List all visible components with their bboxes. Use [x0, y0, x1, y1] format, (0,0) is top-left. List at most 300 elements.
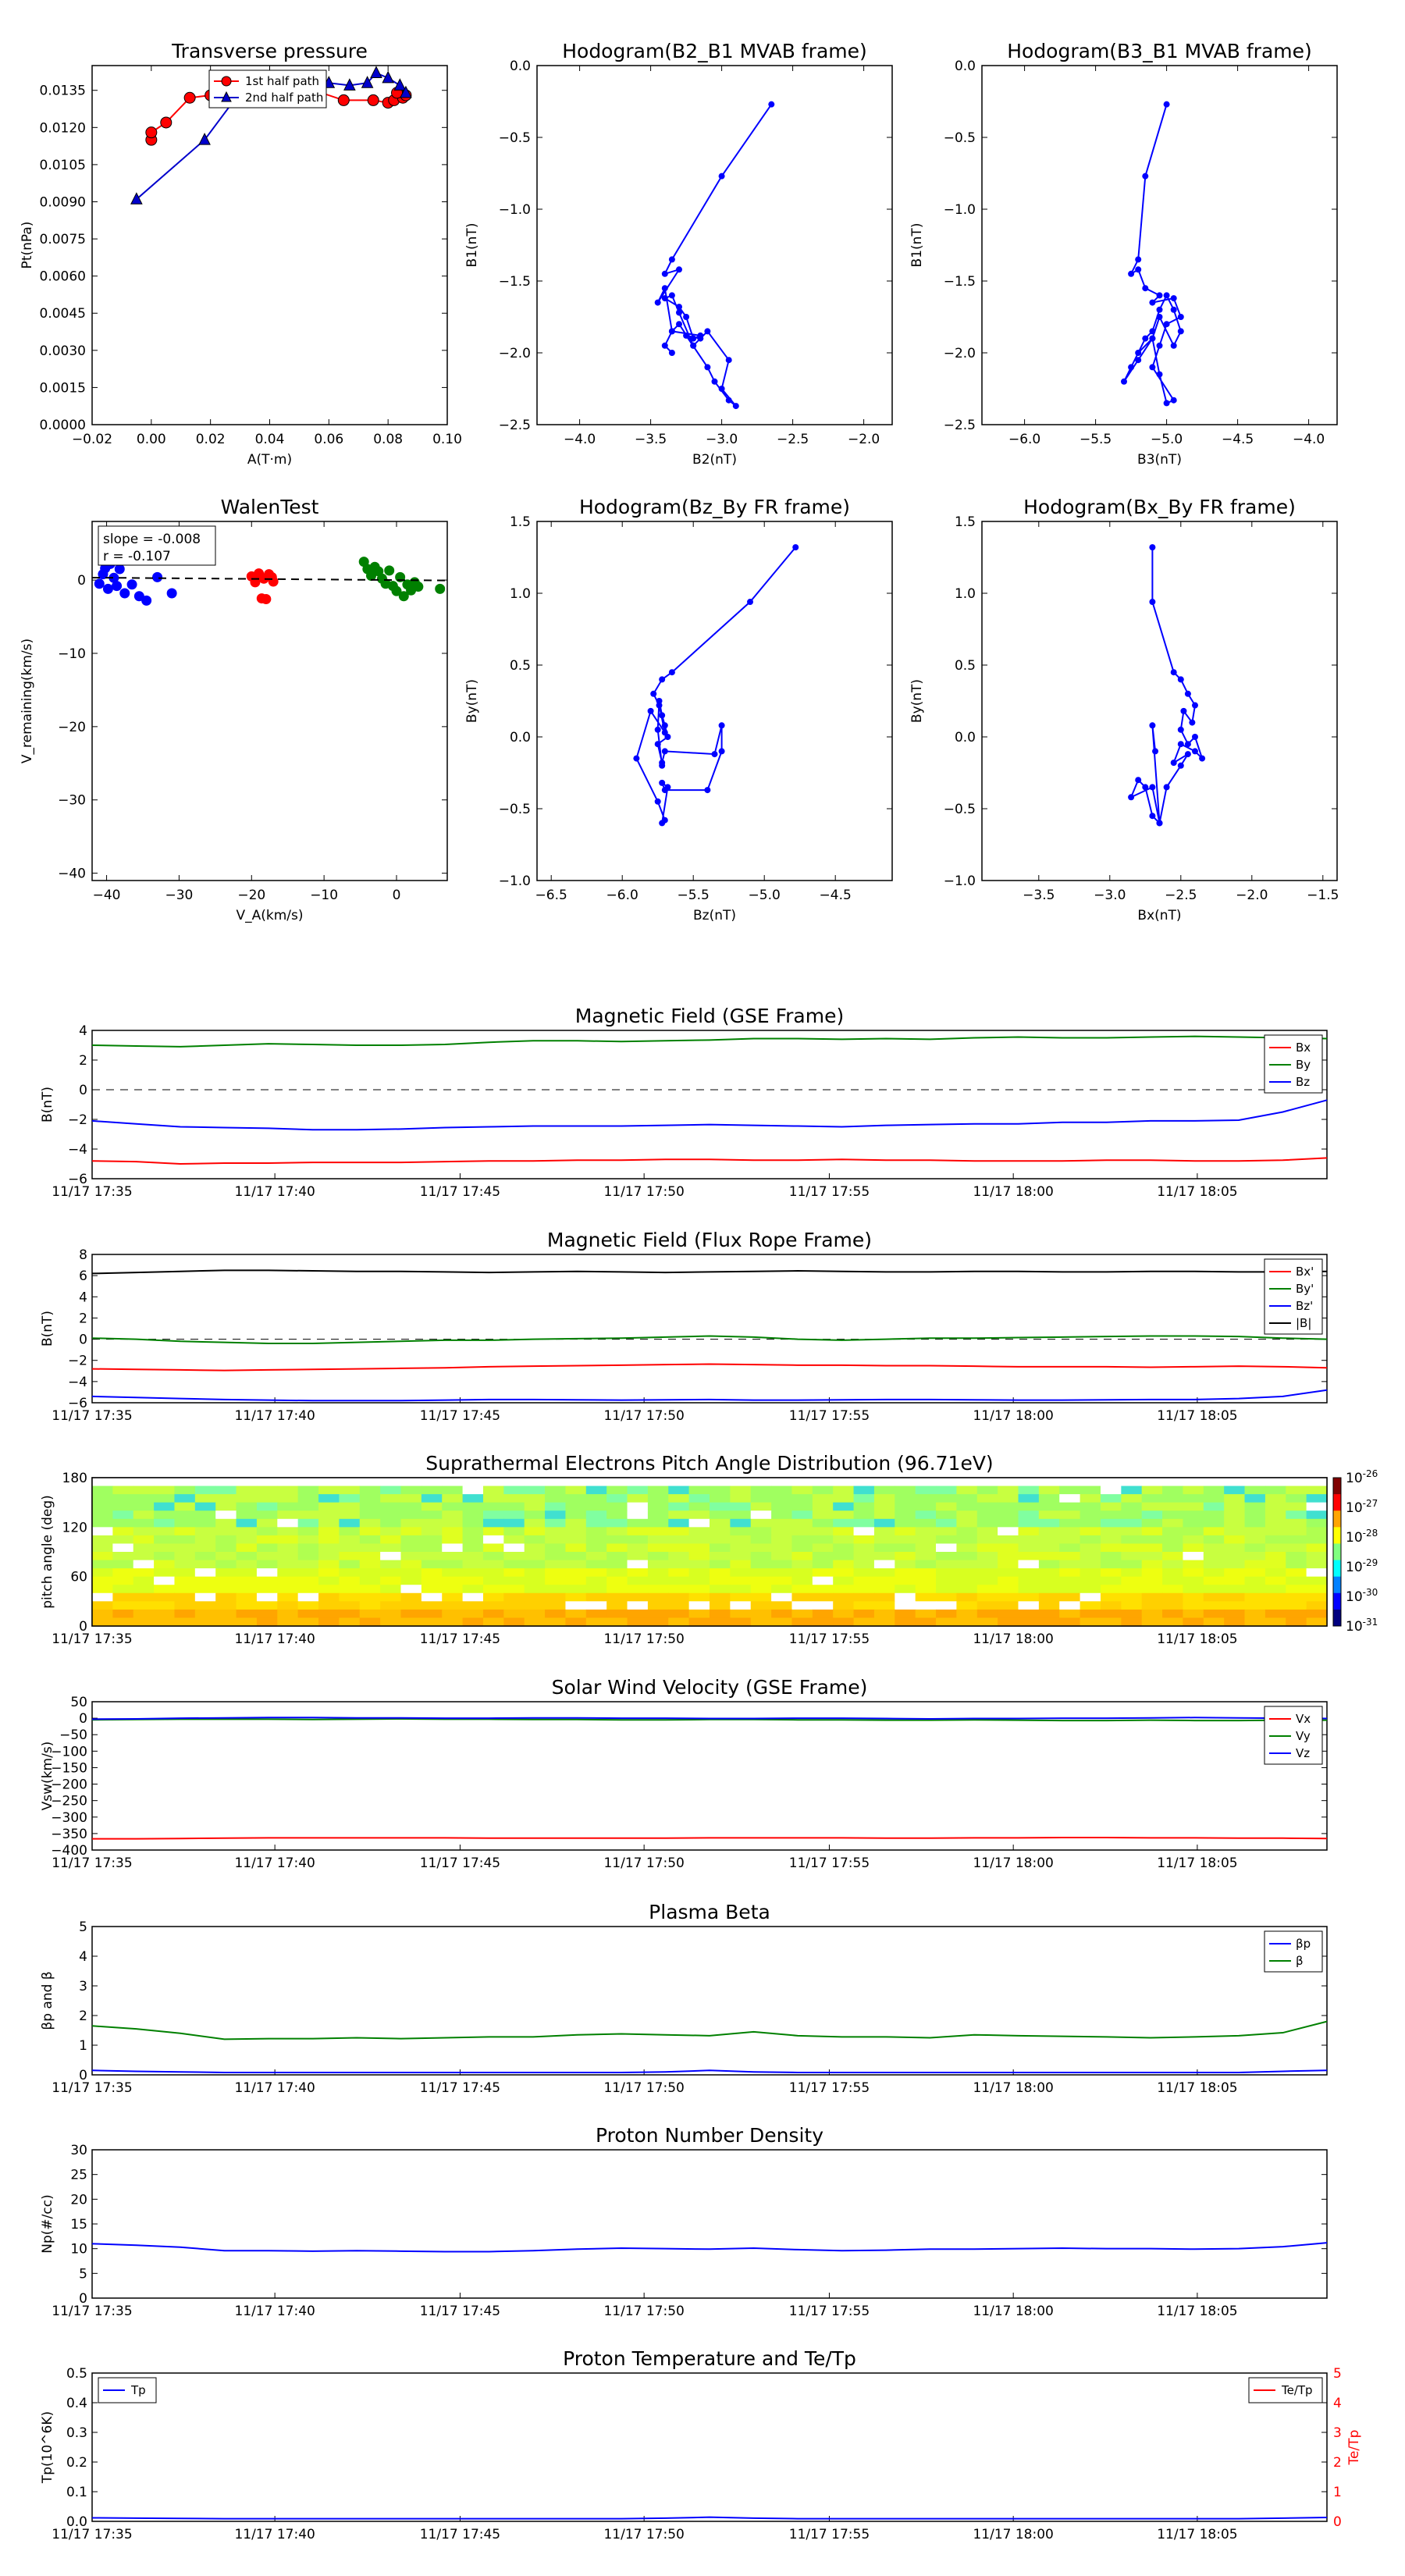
x-tick-label: 0	[392, 888, 401, 903]
heatmap-cell	[277, 1593, 298, 1602]
y-tick-label-right: 5	[1333, 2366, 1342, 2382]
heatmap-cell	[689, 1593, 710, 1602]
heatmap-cell	[936, 1568, 957, 1577]
heatmap-cell	[874, 1601, 895, 1610]
colorbar-tick-base: 10	[1346, 1619, 1363, 1635]
heatmap-cell	[874, 1503, 895, 1511]
heatmap-cell	[360, 1543, 381, 1552]
heatmap-cell	[525, 1486, 546, 1495]
heatmap-cell	[483, 1519, 504, 1528]
heatmap-cell	[916, 1535, 937, 1544]
heatmap-cell	[1019, 1552, 1040, 1560]
heatmap-cell	[1245, 1593, 1266, 1602]
heatmap-cell	[874, 1560, 895, 1569]
heatmap-cell	[215, 1552, 237, 1560]
heatmap-cell	[174, 1494, 195, 1503]
heatmap-cell	[174, 1617, 195, 1626]
y-tick-label: −0.5	[943, 130, 976, 146]
heatmap-cell	[1039, 1577, 1060, 1585]
heatmap-cell	[648, 1617, 669, 1626]
heatmap-cell	[195, 1527, 216, 1535]
x-tick-label: 11/17 17:35	[52, 1408, 133, 1424]
heatmap-cell	[565, 1593, 586, 1602]
heatmap-cell	[1307, 1577, 1328, 1585]
colorbar-tick-exponent: -31	[1362, 1617, 1378, 1628]
x-tick-label: 11/17 18:05	[1157, 2080, 1238, 2096]
heatmap-cell	[628, 1510, 649, 1519]
heatmap-cell	[318, 1503, 340, 1511]
heatmap-cell	[1121, 1601, 1142, 1610]
heatmap-cell	[936, 1527, 957, 1535]
data-point	[690, 336, 696, 342]
heatmap-cell	[689, 1617, 710, 1626]
chart-title: Hodogram(B3_B1 MVAB frame)	[1007, 40, 1312, 62]
heatmap-cell	[791, 1494, 813, 1503]
heatmap-cell	[92, 1552, 113, 1560]
heatmap-cell	[174, 1601, 195, 1610]
heatmap-cell	[1080, 1610, 1101, 1618]
heatmap-cell	[174, 1568, 195, 1577]
heatmap-cell	[133, 1543, 155, 1552]
heatmap-cell	[1224, 1510, 1245, 1519]
x-tick-label: 11/17 17:55	[788, 1856, 870, 1871]
heatmap-cell	[133, 1486, 155, 1495]
heatmap-cell	[1142, 1486, 1163, 1495]
heatmap-cell	[648, 1577, 669, 1585]
heatmap-cell	[751, 1494, 772, 1503]
heatmap-cell	[998, 1527, 1019, 1535]
heatmap-cell	[751, 1552, 772, 1560]
heatmap-cell	[1080, 1527, 1101, 1535]
heatmap-cell	[195, 1601, 216, 1610]
heatmap-cell	[154, 1478, 175, 1486]
heatmap-cell	[1265, 1543, 1286, 1552]
heatmap-cell	[833, 1527, 854, 1535]
time-panel-8	[40, 1452, 1378, 1647]
heatmap-cell	[1224, 1527, 1245, 1535]
heatmap-cell	[215, 1503, 237, 1511]
heatmap-cell	[916, 1478, 937, 1486]
y-tick-label: 0.5	[954, 658, 976, 674]
heatmap-cell	[1162, 1617, 1183, 1626]
heatmap-cell	[1039, 1593, 1060, 1602]
heatmap-cell	[1019, 1543, 1040, 1552]
hodogram-line	[1124, 105, 1181, 404]
heatmap-cell	[318, 1577, 340, 1585]
heatmap-cell	[545, 1593, 566, 1602]
data-point	[112, 582, 122, 591]
heatmap-cell	[1183, 1494, 1204, 1503]
heatmap-cell	[936, 1593, 957, 1602]
legend-label: Bz	[1296, 1075, 1311, 1089]
heatmap-cell	[277, 1617, 298, 1626]
x-axis-label: B2(nT)	[692, 452, 737, 468]
heatmap-cell	[545, 1535, 566, 1544]
heatmap-cell	[422, 1503, 443, 1511]
heatmap-cell	[628, 1478, 649, 1486]
heatmap-cell	[1183, 1577, 1204, 1585]
heatmap-cell	[1142, 1617, 1163, 1626]
heatmap-cell	[1142, 1510, 1163, 1519]
data-point	[1199, 756, 1205, 762]
x-tick-label: 11/17 17:55	[788, 1631, 870, 1647]
y-tick-label: −2	[67, 1112, 87, 1128]
data-point	[1164, 321, 1170, 327]
y-tick-label: 0.0000	[39, 418, 86, 433]
x-tick-label: −3.5	[1023, 888, 1055, 903]
heatmap-cell	[606, 1617, 628, 1626]
heatmap-cell	[1245, 1486, 1266, 1495]
x-tick-label: 11/17 17:55	[788, 2304, 870, 2319]
y-tick-label: −10	[58, 646, 86, 662]
heatmap-cell	[442, 1486, 463, 1495]
heatmap-cell	[1039, 1527, 1060, 1535]
y-axis-label: pitch angle (deg)	[40, 1495, 55, 1609]
heatmap-cell	[771, 1519, 792, 1528]
y-tick-label: 0.0045	[39, 306, 86, 322]
heatmap-cell	[195, 1552, 216, 1560]
data-point	[1171, 307, 1177, 313]
heatmap-cell	[237, 1486, 258, 1495]
heatmap-cell	[710, 1478, 731, 1486]
colorbar-band	[1333, 1494, 1341, 1511]
heatmap-cell	[648, 1552, 669, 1560]
heatmap-cell	[874, 1593, 895, 1602]
data-point	[1149, 336, 1155, 342]
y-tick-label: 1.5	[509, 514, 531, 530]
heatmap-cell	[174, 1503, 195, 1511]
heatmap-cell	[771, 1543, 792, 1552]
heatmap-cell	[936, 1510, 957, 1519]
heatmap-cell	[1245, 1527, 1266, 1535]
heatmap-cell	[422, 1478, 443, 1486]
heatmap-cell	[483, 1617, 504, 1626]
heatmap-cell	[628, 1543, 649, 1552]
heatmap-cell	[1039, 1552, 1060, 1560]
heatmap-cell	[483, 1494, 504, 1503]
heatmap-cell	[360, 1568, 381, 1577]
heatmap-cell	[237, 1568, 258, 1577]
heatmap-cell	[112, 1543, 133, 1552]
y-tick-label: 25	[70, 2167, 87, 2183]
heatmap-cell	[998, 1577, 1019, 1585]
heatmap-cell	[503, 1510, 525, 1519]
heatmap-cell	[277, 1568, 298, 1577]
heatmap-cell	[545, 1478, 566, 1486]
heatmap-cell	[1162, 1593, 1183, 1602]
heatmap-cell	[339, 1560, 360, 1569]
y-tick-label: −150	[51, 1760, 87, 1777]
heatmap-cell	[668, 1486, 689, 1495]
heatmap-cell	[977, 1560, 998, 1569]
x-tick-label: −5.5	[1079, 432, 1112, 447]
heatmap-cell	[380, 1510, 401, 1519]
heatmap-cell	[92, 1568, 113, 1577]
heatmap-cell	[895, 1527, 916, 1535]
colorbar-band	[1333, 1527, 1341, 1544]
heatmap-cell	[628, 1610, 649, 1618]
heatmap-cell	[154, 1560, 175, 1569]
chart-title: WalenTest	[220, 496, 319, 518]
heatmap-cell	[874, 1568, 895, 1577]
heatmap-cell	[503, 1543, 525, 1552]
heatmap-cell	[257, 1510, 278, 1519]
data-point	[1135, 256, 1141, 262]
y-tick-label: −50	[59, 1727, 87, 1744]
data-point	[662, 285, 668, 291]
y-tick-label: −40	[58, 866, 86, 882]
heatmap-cell	[833, 1478, 854, 1486]
heatmap-cell	[730, 1519, 751, 1528]
plot-frame	[92, 1927, 1327, 2075]
heatmap-cell	[586, 1527, 607, 1535]
heatmap-cell	[586, 1519, 607, 1528]
heatmap-cell	[1265, 1560, 1286, 1569]
heatmap-cell	[854, 1617, 875, 1626]
data-point	[704, 364, 710, 370]
heatmap-cell	[874, 1585, 895, 1593]
heatmap-cell	[442, 1593, 463, 1602]
heatmap-cell	[339, 1568, 360, 1577]
colorbar	[1333, 1468, 1378, 1635]
data-point	[1171, 760, 1177, 766]
heatmap-cell	[318, 1486, 340, 1495]
heatmap-cell	[1204, 1486, 1225, 1495]
heatmap-cell	[318, 1519, 340, 1528]
data-point	[655, 741, 661, 747]
colorbar-band	[1333, 1577, 1341, 1594]
heatmap-cell	[710, 1543, 731, 1552]
heatmap-cell	[1059, 1486, 1080, 1495]
heatmap-cell	[1039, 1585, 1060, 1593]
heatmap-cell	[277, 1552, 298, 1560]
heatmap-cell	[112, 1552, 133, 1560]
heatmap-cell	[977, 1552, 998, 1560]
heatmap-cell	[483, 1503, 504, 1511]
heatmap-cell	[401, 1560, 422, 1569]
heatmap-cell	[916, 1486, 937, 1495]
heatmap-cell	[606, 1510, 628, 1519]
heatmap-cell	[1307, 1585, 1328, 1593]
heatmap-cell	[360, 1527, 381, 1535]
heatmap-cell	[833, 1577, 854, 1585]
y-tick-label: 0.0	[509, 730, 531, 745]
heatmap-cell	[195, 1585, 216, 1593]
heatmap-cell	[257, 1601, 278, 1610]
heatmap-cell	[257, 1503, 278, 1511]
heatmap-cell	[1142, 1552, 1163, 1560]
heatmap-cell	[668, 1601, 689, 1610]
heatmap-cell	[854, 1610, 875, 1618]
heatmap-cell	[1307, 1503, 1328, 1511]
heatmap-cell	[1245, 1535, 1266, 1544]
heatmap-cell	[854, 1543, 875, 1552]
heatmap-cell	[1121, 1617, 1142, 1626]
data-point	[1178, 763, 1184, 769]
y-tick-label: 3	[79, 1979, 87, 1994]
data-point	[1178, 314, 1184, 320]
heatmap-cell	[606, 1503, 628, 1511]
y-tick-label: −0.5	[943, 802, 976, 817]
heatmap-cell	[854, 1568, 875, 1577]
heatmap-cell	[751, 1593, 772, 1602]
heatmap-cell	[1265, 1601, 1286, 1610]
heatmap-cell	[668, 1543, 689, 1552]
heatmap-cell	[1039, 1494, 1060, 1503]
y-axis-label: B(nT)	[40, 1310, 55, 1347]
heatmap-cell	[1039, 1486, 1060, 1495]
heatmap-cell	[545, 1568, 566, 1577]
heatmap-cell	[895, 1486, 916, 1495]
heatmap-cell	[833, 1601, 854, 1610]
heatmap-cell	[1245, 1568, 1266, 1577]
heatmap-cell	[298, 1601, 319, 1610]
heatmap-cell	[1162, 1494, 1183, 1503]
x-tick-label: 11/17 17:50	[603, 1408, 685, 1424]
heatmap-cell	[771, 1617, 792, 1626]
data-point	[1178, 727, 1184, 733]
heatmap-cell	[895, 1478, 916, 1486]
heatmap-cell	[1101, 1478, 1122, 1486]
heatmap-cell	[1286, 1585, 1307, 1593]
heatmap-cell	[298, 1543, 319, 1552]
heatmap-cell	[483, 1585, 504, 1593]
data-point	[1142, 285, 1148, 291]
heatmap-cell	[401, 1503, 422, 1511]
y-tick-label: −4	[67, 1374, 87, 1390]
series-line-2	[92, 1336, 1327, 1344]
data-point	[436, 584, 445, 593]
series-line-1	[92, 1364, 1327, 1370]
heatmap-cell	[751, 1560, 772, 1569]
y-axis-label: Pt(nPa)	[20, 221, 35, 269]
heatmap-cell	[1224, 1543, 1245, 1552]
heatmap-cell	[1224, 1486, 1245, 1495]
heatmap-cell	[133, 1503, 155, 1511]
heatmap-cell	[813, 1593, 834, 1602]
heatmap-cell	[442, 1577, 463, 1585]
heatmap-cell	[710, 1577, 731, 1585]
heatmap-cell	[565, 1568, 586, 1577]
heatmap-cell	[277, 1610, 298, 1618]
heatmap-cell	[791, 1510, 813, 1519]
heatmap-cell	[1039, 1543, 1060, 1552]
heatmap-cell	[237, 1601, 258, 1610]
plot-frame	[92, 66, 447, 425]
heatmap-cell	[751, 1610, 772, 1618]
y-tick-label: −0.5	[498, 130, 531, 146]
heatmap-cell	[1245, 1519, 1266, 1528]
heatmap-cell	[833, 1519, 854, 1528]
x-tick-label: 11/17 17:55	[788, 1184, 870, 1200]
heatmap-cell	[730, 1527, 751, 1535]
heatmap-cell	[628, 1527, 649, 1535]
heatmap-cell	[401, 1543, 422, 1552]
heatmap-cell	[854, 1593, 875, 1602]
heatmap-cell	[895, 1610, 916, 1618]
heatmap-cell	[689, 1503, 710, 1511]
heatmap-cell	[586, 1543, 607, 1552]
heatmap-cell	[1224, 1601, 1245, 1610]
heatmap-cell	[689, 1535, 710, 1544]
heatmap-cell	[1039, 1478, 1060, 1486]
heatmap-cell	[339, 1535, 360, 1544]
heatmap-cell	[874, 1617, 895, 1626]
colorbar-band	[1333, 1593, 1341, 1610]
legend-label: 1st half path	[245, 74, 320, 88]
x-tick-label: −10	[310, 888, 339, 903]
annotation-text: slope = -0.008	[103, 532, 201, 547]
heatmap-cell	[977, 1543, 998, 1552]
y-tick-label: 0	[79, 1332, 87, 1348]
heatmap-cell	[1245, 1585, 1266, 1593]
heatmap-cell	[565, 1486, 586, 1495]
heatmap-cell	[648, 1486, 669, 1495]
heatmap-cell	[545, 1527, 566, 1535]
heatmap-cell	[442, 1494, 463, 1503]
heatmap-cell	[1245, 1610, 1266, 1618]
heatmap-cell	[112, 1486, 133, 1495]
data-point	[1192, 734, 1198, 740]
heatmap-cell	[1080, 1577, 1101, 1585]
heatmap-cell	[1101, 1494, 1122, 1503]
data-point	[659, 780, 665, 786]
heatmap-cell	[483, 1478, 504, 1486]
heatmap-cell	[751, 1478, 772, 1486]
heatmap-cell	[586, 1486, 607, 1495]
heatmap-cell	[195, 1543, 216, 1552]
heatmap-cell	[1265, 1503, 1286, 1511]
heatmap-cell	[1039, 1568, 1060, 1577]
heatmap-cell	[380, 1617, 401, 1626]
heatmap-cell	[956, 1568, 977, 1577]
heatmap-cell	[1286, 1478, 1307, 1486]
legend	[1264, 1259, 1322, 1334]
heatmap-cell	[318, 1560, 340, 1569]
heatmap-cell	[1204, 1577, 1225, 1585]
heatmap-cell	[92, 1519, 113, 1528]
heatmap-cell	[916, 1610, 937, 1618]
heatmap-cell	[1307, 1610, 1328, 1618]
x-tick-label: 11/17 17:50	[603, 2080, 685, 2096]
heatmap-cell	[195, 1486, 216, 1495]
heatmap-cell	[257, 1527, 278, 1535]
heatmap-cell	[215, 1535, 237, 1544]
heatmap-cell	[298, 1510, 319, 1519]
data-point	[161, 117, 172, 128]
heatmap-cell	[1183, 1478, 1204, 1486]
x-tick-label: 11/17 18:05	[1157, 2527, 1238, 2542]
x-tick-label: 11/17 17:35	[52, 1856, 133, 1871]
x-tick-label: −40	[92, 888, 121, 903]
heatmap-cell	[339, 1552, 360, 1560]
heatmap-cell	[895, 1535, 916, 1544]
heatmap-cell	[401, 1593, 422, 1602]
x-tick-label: −6.0	[1008, 432, 1041, 447]
heatmap-cell	[710, 1519, 731, 1528]
heatmap-cell	[92, 1601, 113, 1610]
heatmap-cell	[1162, 1519, 1183, 1528]
heatmap-cell	[298, 1560, 319, 1569]
heatmap-cell	[977, 1527, 998, 1535]
heatmap-cell	[1039, 1519, 1060, 1528]
heatmap-cell	[174, 1527, 195, 1535]
heatmap-cell	[422, 1543, 443, 1552]
heatmap-cell	[503, 1527, 525, 1535]
data-point	[656, 698, 663, 704]
heatmap-cell	[936, 1478, 957, 1486]
heatmap-cell	[1307, 1568, 1328, 1577]
